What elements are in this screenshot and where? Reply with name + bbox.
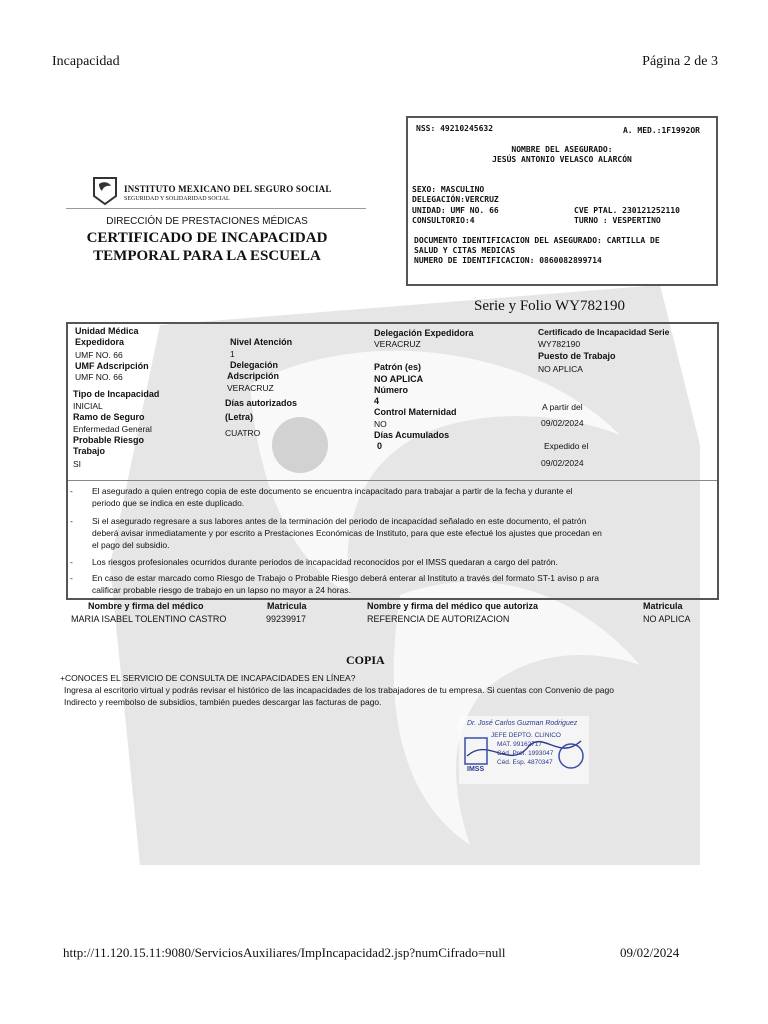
page-header-left: Incapacidad — [52, 54, 120, 69]
note-line: Si el asegurado regresare a sus labores antes de la terminación del periodo de incapacidad señalado en este documento, el patrón — [92, 516, 587, 526]
dias-autorizados-label: Días autorizados — [225, 398, 298, 408]
umf-adscripcion-label: UMF Adscripción — [75, 361, 149, 371]
delegacion-adscripcion-value: VERACRUZ — [227, 383, 274, 393]
medico-value: MARIA ISABEL TOLENTINO CASTRO — [71, 614, 227, 624]
stamp-line1: Dr. José Carlos Guzman Rodriguez — [467, 720, 578, 727]
stamp-line4: Céd. Prof. 1993047 — [497, 750, 554, 757]
insured-name: JESÚS ANTONIO VELASCO ALARCÓN — [492, 155, 632, 164]
certificate-title-line2: TEMPORAL PARA LA ESCUELA — [93, 248, 321, 264]
cve-ptal: CVE PTAL. 230121252110 — [574, 206, 680, 215]
institution-name: INSTITUTO MEXICANO DEL SEGURO SOCIAL — [124, 184, 332, 194]
note-bullet: - — [70, 573, 73, 583]
online-line1: +CONOCES EL SERVICIO DE CONSULTA DE INCAPACIDADES EN LÍNEA? — [60, 673, 356, 683]
delegacion-adscripcion-label-1: Delegación — [230, 360, 279, 370]
control-maternidad-value: NO — [374, 419, 387, 429]
consultorio: CONSULTORIO:4 — [412, 216, 475, 225]
header-divider — [66, 208, 366, 209]
note-line: deberá avisar inmediatamente y por escrito a Prestaciones Económicas de Instituto, para que este efectué los ajustes que procedan en — [92, 528, 602, 538]
certificate-details-box — [66, 322, 719, 600]
stamp-imss: IMSS — [467, 766, 485, 773]
institution-slogan: SEGURIDAD Y SOLIDARIDAD SOCIAL — [124, 196, 230, 202]
probable-riesgo-label-2: Trabajo — [73, 446, 106, 456]
copia-label: COPIA — [346, 653, 385, 667]
stamp-line5: Céd. Esp. 4870347 — [497, 759, 553, 766]
delegacion: DELEGACIÓN:VERCRUZ — [412, 195, 499, 204]
stamp-line2: JEFE DEPTO. CLINICO — [491, 732, 561, 739]
id-number: NUMERO DE IDENTIFICACION: 0860082899714 — [414, 256, 602, 265]
doc-id-line2: SALUD Y CITAS MEDICAS — [414, 246, 516, 255]
note-line: El asegurado a quien entrego copia de este documento se encuentra incapacitado para trabajar a partir de la fecha y durante el — [92, 486, 573, 496]
puesto-trabajo-label: Puesto de Trabajo — [538, 351, 616, 361]
control-maternidad-label: Control Maternidad — [374, 407, 457, 417]
note-bullet: - — [70, 516, 73, 526]
expedido-value: 09/02/2024 — [541, 458, 584, 468]
matricula-value: 99239917 — [266, 614, 307, 624]
certificate-title-line1: CERTIFICADO DE INCAPACIDAD — [86, 230, 328, 246]
probable-riesgo-label-1: Probable Riesgo — [73, 435, 145, 445]
autoriza-value: REFERENCIA DE AUTORIZACION — [367, 614, 510, 624]
certificado-serie-label: Certificado de Incapacidad Serie — [538, 327, 670, 337]
a-med: A. MED.:1F1992OR — [622, 126, 700, 135]
dias-autorizados-value: CUATRO — [225, 428, 261, 438]
autoriza-label: Nombre y firma del médico que autoriza — [367, 601, 539, 611]
medico-label: Nombre y firma del médico — [88, 601, 204, 611]
numero-label: Número — [374, 385, 409, 395]
note-text — [92, 556, 712, 568]
tipo-incapacidad-value: INICIAL — [73, 401, 103, 411]
patron-label: Patrón (es) — [374, 362, 422, 372]
nss: NSS: 49210245632 — [416, 124, 494, 133]
note-line: periodo que se indica en este duplicado. — [92, 498, 245, 508]
puesto-trabajo-value: NO APLICA — [538, 364, 583, 374]
note-bullet: - — [70, 486, 73, 496]
tipo-incapacidad-label: Tipo de Incapacidad — [73, 389, 160, 399]
numero-value: 4 — [374, 396, 380, 406]
umf-adscripcion-value: UMF NO. 66 — [75, 372, 123, 382]
probable-riesgo-value: SI — [73, 459, 82, 469]
matricula2-label: Matricula — [643, 601, 683, 611]
serie-folio: Serie y Folio WY782190 — [474, 298, 625, 314]
unidad-medica-label-1: Unidad Médica — [75, 326, 139, 336]
matricula2-value: NO APLICA — [643, 614, 691, 624]
a-partir-label: A partir del — [542, 402, 583, 412]
stamp-line3: MAT. 99162717 — [497, 741, 543, 748]
patron-value: NO APLICA — [374, 374, 424, 384]
ramo-seguro-label: Ramo de Seguro — [73, 412, 145, 422]
direction-label: DIRECCIÓN DE PRESTACIONES MÉDICAS — [106, 216, 308, 227]
doc-id-line1: DOCUMENTO IDENTIFICACION DEL ASEGURADO: CARTILLA DE — [414, 236, 660, 245]
online-line3: Indirecto y reembolso de subsidios, también puedes descargar las facturas de pago. — [64, 697, 382, 707]
note-line: calificar probable riesgo de trabajo en un lapso no mayor a 24 horas. — [92, 585, 351, 595]
dias-acumulados-label: Días Acumulados — [374, 430, 450, 440]
insured-info-box — [406, 116, 718, 286]
note-text — [92, 485, 712, 509]
matricula-label: Matricula — [267, 601, 307, 611]
delegacion-adscripcion-label-2: Adscripción — [227, 371, 280, 381]
note-line: Los riesgos profesionales ocurridos durante periodos de incapacidad reconocidos por el IMSS quedaran a cargo del patrón. — [92, 557, 558, 567]
unidad-medica-label-2: Expedidora — [75, 337, 125, 347]
expedido-label: Expedido el — [544, 441, 589, 451]
nivel-atencion-label: Nivel Atención — [230, 337, 293, 347]
doctor-stamp — [459, 716, 589, 784]
delegacion-expedidora-value: VERACRUZ — [374, 339, 421, 349]
footer-url: http://11.120.15.11:9080/ServiciosAuxiliares/ImpIncapacidad2.jsp?numCifrado=null — [63, 945, 506, 960]
delegacion-expedidora-label: Delegación Expedidora — [374, 328, 474, 338]
a-partir-value: 09/02/2024 — [541, 418, 584, 428]
footer-date: 09/02/2024 — [620, 945, 680, 960]
unidad: UNIDAD: UMF NO. 66 — [412, 206, 499, 215]
page-header-right: Página 2 de 3 — [642, 54, 718, 69]
insured-name-label: NOMBRE DEL ASEGURADO: — [511, 145, 613, 154]
notes-divider — [68, 480, 717, 481]
note-bullet: - — [70, 557, 73, 567]
dias-letra-label: (Letra) — [225, 412, 254, 422]
nivel-atencion-value: 1 — [230, 349, 235, 359]
note-line: el pago del subsidio. — [92, 540, 170, 550]
note-text — [92, 572, 712, 596]
sexo: SEXO: MASCULINO — [412, 185, 485, 194]
note-text — [92, 515, 712, 551]
ramo-seguro-value: Enfermedad General — [73, 424, 152, 434]
imss-logo-icon — [92, 176, 118, 206]
online-line2: Ingresa al escritorio virtual y podrás revisar el histórico de las incapacidades de los trabajadores de tu empresa. Si cuentas con Convenio de pago — [64, 685, 614, 695]
unidad-medica-value: UMF NO. 66 — [75, 350, 123, 360]
turno: TURNO : VESPERTINO — [574, 216, 661, 225]
dias-acumulados-value: 0 — [377, 441, 383, 451]
note-line: En caso de estar marcado como Riesgo de Trabajo o Probable Riesgo deberá enterar al Instituto a través del formato ST-1 aviso p ara — [92, 573, 599, 583]
certificado-serie-value: WY782190 — [538, 339, 581, 349]
